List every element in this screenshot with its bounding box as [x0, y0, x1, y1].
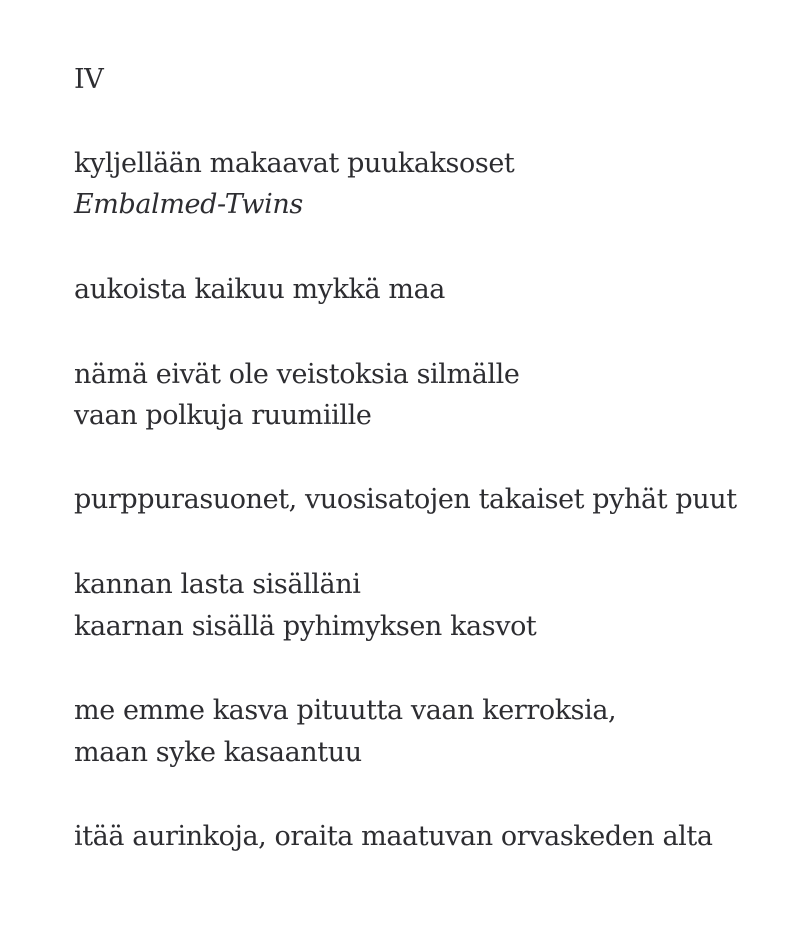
poem-line-1: kyljellään makaavat puukaksoset [74, 148, 515, 179]
poem-line-8: kaarnan sisällä pyhimyksen kasvot [74, 611, 537, 642]
poem-line-6: purppurasuonet, vuosisatojen takaiset pyhät puut [74, 484, 737, 515]
poem-line-2-italic: Embalmed-Twins [74, 189, 303, 220]
poem-line-5: vaan polkuja ruumiille [74, 400, 372, 431]
section-numeral: IV [74, 64, 104, 95]
poem-line-10: maan syke kasaantuu [74, 737, 362, 768]
poem-line-9: me emme kasva pituutta vaan kerroksia, [74, 695, 617, 726]
poem-line-3: aukoista kaikuu mykkä maa [74, 274, 445, 305]
poem-line-4: nämä eivät ole veistoksia silmälle [74, 359, 520, 390]
poem-line-7: kannan lasta sisälläni [74, 569, 361, 600]
poem-line-11: itää aurinkoja, oraita maatuvan orvaskeden alta [74, 821, 713, 852]
